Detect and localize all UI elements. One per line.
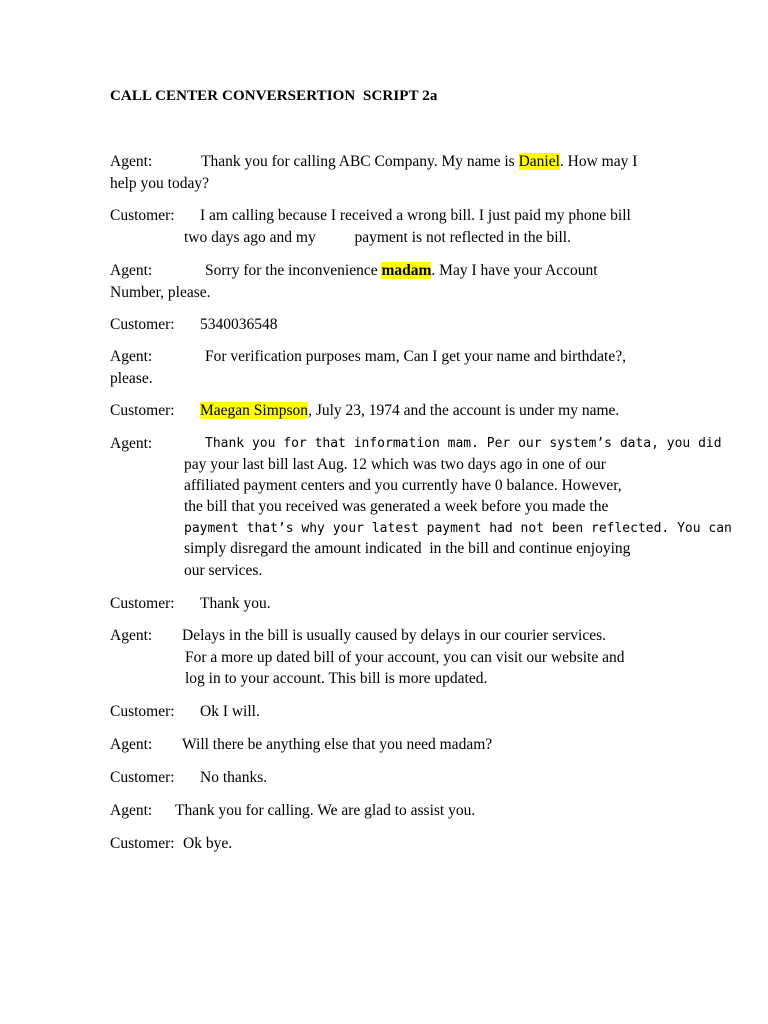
speaker-label: Customer: (110, 316, 175, 333)
speaker-label: Agent: (110, 435, 153, 452)
dialogue-text: Delays in the bill is usually caused by delays in our courier services. (182, 627, 606, 644)
dialogue-text: Ok I will. (200, 703, 260, 720)
speaker-label: Agent: (110, 736, 153, 753)
dialogue-text: Thank you for calling. We are glad to assist you. (175, 802, 476, 819)
dialogue-continuation: For a more up dated bill of your account, you can visit our website and (185, 649, 625, 666)
highlighted-name: Maegan Simpson (200, 402, 309, 419)
dialogue-text: Sorry for the inconvenience (205, 262, 382, 279)
account-number: 5340036548 (200, 316, 278, 333)
dialogue-text: , July 23, 1974 and the account is under my name. (308, 402, 620, 419)
speaker-label: Agent: (110, 802, 153, 819)
dialogue-text: payment that’s why your latest payment had not been reflected. (184, 521, 670, 536)
dialogue-text: . How may I (559, 153, 638, 170)
dialogue-text: You can (669, 521, 732, 536)
speaker-label: Customer: (110, 703, 175, 720)
dialogue-continuation: log in to your account. This bill is more updated. (185, 670, 488, 687)
speaker-label: Agent: (110, 627, 153, 644)
speaker-label: Customer: (110, 835, 175, 852)
dialogue-line (200, 401, 619, 421)
dialogue-text: Will there be anything else that you need madam? (182, 736, 493, 753)
dialogue-continuation: please. (110, 370, 153, 387)
dialogue-text: Thank you. (200, 595, 271, 612)
dialogue-continuation: two days ago and my payment is not reflected in the bill. (184, 229, 571, 246)
dialogue-line (201, 152, 637, 172)
dialogue-continuation: Number, please. (110, 284, 211, 301)
dialogue-text: . May I have your Account (431, 262, 598, 279)
speaker-label: Customer: (110, 595, 175, 612)
dialogue-text: Ok bye. (183, 835, 233, 852)
dialogue-text: I am calling because I received a wrong bill. I just paid my phone bill (200, 207, 631, 224)
dialogue-text: Thank you for calling ABC Company. My name is (201, 153, 519, 170)
speaker-label: Customer: (110, 207, 175, 224)
speaker-label: Agent: (110, 153, 153, 170)
dialogue-continuation: simply disregard the amount indicated in the bill and continue enjoying (184, 540, 631, 557)
dialogue-line (205, 261, 598, 281)
dialogue-continuation: our services. (184, 562, 263, 579)
dialogue-continuation: affiliated payment centers and you currently have 0 balance. However, (184, 477, 622, 494)
speaker-label: Customer: (110, 402, 175, 419)
highlighted-name: Daniel (518, 153, 560, 170)
dialogue-text: Thank you for that information mam. Per our system’s data, you did (205, 436, 722, 451)
speaker-label: Agent: (110, 348, 153, 365)
speaker-label: Agent: (110, 262, 153, 279)
speaker-label: Customer: (110, 769, 175, 786)
dialogue-continuation: the bill that you received was generated a week before you made the (184, 498, 609, 515)
dialogue-text: For verification purposes mam, Can I get your name and birthdate?, (205, 348, 626, 365)
dialogue-continuation: help you today? (110, 175, 210, 192)
dialogue-continuation: pay your last bill last Aug. 12 which was two days ago in one of our (184, 456, 606, 473)
document-title: CALL CENTER CONVERSERTION SCRIPT 2a (110, 88, 438, 104)
highlighted-word: madam (381, 262, 432, 279)
dialogue-text: No thanks. (200, 769, 268, 786)
dialogue-continuation (184, 518, 732, 539)
